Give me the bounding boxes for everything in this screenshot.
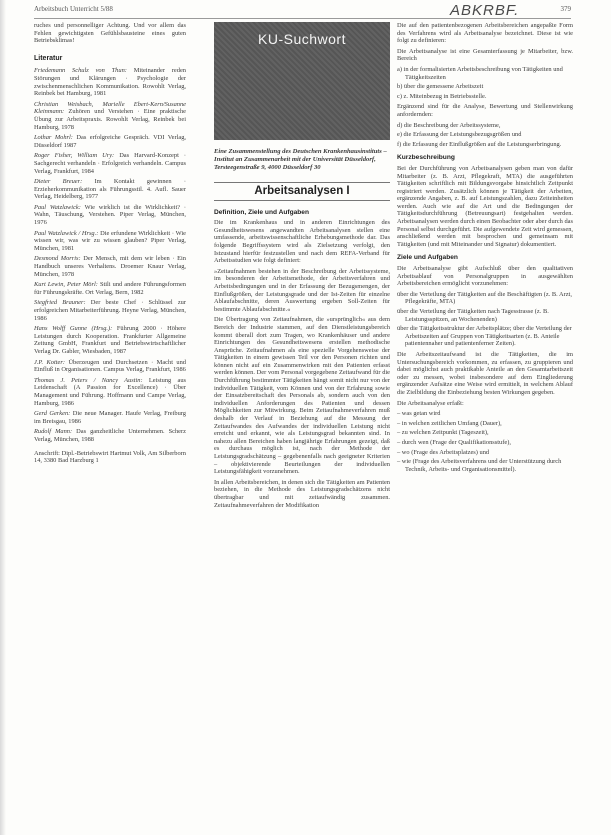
literature-text: Überzeugen und Durchsetzen · Macht und Einfluß in Organisationen. Campus Verlag, Frankfurt, 1986 [34, 358, 186, 374]
literature-entry [34, 281, 186, 296]
section-heading: Kurzbeschreibung [397, 154, 455, 162]
section-heading: Ziele und Aufgaben [397, 254, 458, 262]
definition-paragraph: Die Arbeitsanalyse ist eine Gesamterfassung je Mitarbeiter, bzw. Bereich [397, 47, 573, 63]
literature-author: Desmond Morris: [34, 255, 81, 263]
list-item: a) in der formalisierten Arbeitsbeschreibung von Tätigkeiten und Tätigkeitszeiten [397, 65, 563, 81]
literature-entry [34, 101, 186, 131]
list-item: c) z. Miteinbezug in Betriebsstelle. [397, 92, 487, 100]
literature-entry [34, 377, 186, 407]
literature-text: Führung 2000 · Höhere Leistungen durch Kooperation. Frankfurter Allgemeine Zeitung GmbH, Frankfurt und Betriebswirtschaftlicher Verlag Dr. Gabler, Wiesbaden, 1987 [34, 325, 186, 355]
body-paragraph: »Zeitaufnahmen bestehen in der Beschreibung der Arbeitssysteme, im besonderen der Arbeitsmethode, der Arbeitsverfahren und Arbeitsbedingungen und in der Erfassung der Bezugsmengen, der Einflußgrößen, der Leistungsgrade und der Ist-Zeiten für einzelne Ablaufabschnitte, deren Auswertung ergeben Soll-Zeiten für bestimmte Ablaufabschnitte.« [214, 267, 390, 313]
middle-column [214, 22, 390, 512]
literature-entry [34, 359, 186, 374]
literature-text: Das erfolgreiche Gespräch. VDI Verlag, Düsseldorf 1987 [34, 134, 187, 149]
literature-text: Der beste Chef · Schlüssel zur erfolgreichen Mitarbeiterführung. Heyne Verlag, München, 1986 [34, 299, 186, 322]
list-item: über die Verteilung der Tätigkeiten auf die Beschäftigten (z. B. Arzt, Pflegekräfte, MTA) [397, 290, 572, 306]
literature-author: Dieter Breuer: [34, 178, 83, 186]
literature-author: Paul Watzlawick / Hrsg.: [34, 229, 99, 237]
literature-text: Die neue Manager. Haufe Verlag, Freiburg im Breisgau, 1986 [34, 410, 186, 425]
literature-author: Friedemann Schulz von Thun: [34, 67, 127, 75]
literature-author: Kurt Lewin, Peter Mörl: [34, 281, 98, 289]
literature-text: Der Mensch, mit dem wir leben · Ein Handbuch unseres Verhaltens. Droemer Knaur Verlag, München, 1978 [34, 255, 186, 278]
literature-text: Die erfundene Wirklichkeit · Wie wissen wir, was wir zu wissen glauben? Piper Verlag, München, 1981 [34, 229, 186, 252]
literature-author: Siegfried Brauner: [34, 299, 86, 307]
list-item: – durch wen (Frage der Qualifikationsstufe), [397, 438, 511, 446]
list-item: b) über die gemessene Arbeitszeit [397, 83, 484, 91]
list-item: über die Verteilung der Tätigkeiten nach Tagesstrasse (z. B. Leistungsspitzen, an Wochenenden) [397, 308, 549, 323]
list-item: über die Tätigkeitsstruktur der Arbeitsplätze; über die Verteilung der Arbeitszeiten auf Gruppen von Tätigkeitsarten (z. B. Anteile patientennaher und patientenferner Zeiten). [397, 325, 572, 348]
binding-edge [0, 0, 6, 835]
body-paragraph: Die Arbeitsanalyse gibt Aufschluß über den qualitativen Arbeitsablauf von Personalgruppen in ausgewählten Arbeitsbereichen ermöglicht vorzunehmen: [397, 265, 573, 288]
literature-entry [34, 230, 186, 253]
literature-author: Hans Wolff Gunne (Hrsg.): [34, 325, 113, 333]
body-paragraph: Die im Krankenhaus und in anderen Einrichtungen des Gesundheitswesens angewandten Arbeitsanalysen stellen eine umfassende, arbeitswissenschaftliche Erhebungsmethode dar. Das folgende Begriffssystem wird als Zielsetzung verfolgt, den Istzustand hierfür festzustellen und nach dem REFA-Verband für Arbeitsstudien wie folgt definiert: [214, 219, 390, 265]
literature-entry [34, 178, 186, 201]
author-address: Anschrift: Dipl.-Betriebswirt Hartmut Volk, Am Silberborn 14, 3380 Bad Harzburg 1 [34, 449, 186, 465]
list-item: – zu welchen Zeitpunkt (Tageszeit), [397, 429, 489, 437]
literature-author: Gerd Gerken: [34, 410, 71, 418]
body-paragraph: Bei der Durchführung von Arbeitsanalysen geben man von dafür Mitarbeiter (z. B. Arzt, Pflegekraft, MTA) die ausgeführten Tätigkeiten schriftlich mit Bildungsvorgabe hinsichtlich Zeitpunkt registriert werden. Zusätzlich können je Tätigkeit der Arbeiten, ergänzende Angaben, z. B. auf Leistungszahlen, dazu Zeiteinheiten werden. Auch wie auf die Art und die Bedingungen der Tätigkeitsdurchführung (Betreuungsart) festgehalten werden. Arbeitsanalysen werden durch einen Beobachter oder aber durch das Personal selbst durchgeführt. Die aufgewendete Zeit wird gemessen, anschließend werden mit besprochen und gemeinsam mit Tätigkeiten (und mit Miteinander und Signatur) dokumentiert. [397, 164, 573, 248]
right-column [397, 22, 573, 475]
literature-text: Zuhören und Verstehen · Eine praktische Übung zur Arbeitspraxis. Rowohlt Verlag, Reinbek bei Hamburg, 1978 [34, 108, 186, 131]
literature-text: Das ganzheitliche Unternehmen. Scherz Verlag, München, 1988 [34, 428, 186, 443]
literature-text: Im Kontakt gewinnen · Erzieherkommunikation als Führungsstil. 4. Aufl. Sauer Verlag, Heidelberg, 1977 [34, 178, 186, 201]
literature-entry [34, 299, 186, 322]
body-paragraph: Die Arbeitszeitaufwand ist die Tätigkeiten, die im Untersuchungsbereich vorkommen, zu erfassen, zu gruppieren und dabei möglichst auch praktikable Anteile an den Gesamtarbeitszeit oder zu messen, wobei insbesondere auf dem Eingliederung ergänzender Aufsätze eine Weise wird ermittelt, in welchem Ablauf die Zielbildung die Einbeziehung besten Wirkungen gegeben. [397, 350, 573, 396]
literature-text: Das Harvard-Konzept · Sachgerecht verhandeln · Erfolgreich verhandeln. Campus Verlag, Frankfurt, 1984 [34, 152, 186, 175]
literature-text: Leistung aus Leidenschaft (A Passion for Excellence) · Über Management und Führung. Hoffmann und Campe Verlag, Hamburg, 1986 [34, 376, 187, 407]
body-paragraph: Ergänzend sind für die Analyse, Bewertung und Stellenwirkung anfordernden: [397, 103, 573, 118]
page-number: 379 [560, 5, 571, 13]
literature-entry [34, 134, 186, 149]
literature-author: Christian Weisbach, Marielle Ebert-Kern/Susanne Kleinmann: [34, 100, 186, 116]
running-head-left: Arbeitsbuch Unterricht 5/88 [34, 5, 113, 13]
body-paragraph: Die Übertragung von Zeitaufnahmen, die »ursprünglich« aus dem Bereich der Industrie stammen, auf den Dienstleistungsbereich kommt überall dort zum Tragen, wo Krankenhäuser und andere Einrichtungen des Gesundheitswesens erstellen methodische Ansprüche. Zeitaufnahmen als eine spezielle Vorgehensweise der Tätigkeiten in einem gewissen Teil vor den Personen richten und können nicht auf ein Zusammenwirken mit den Patienten erfasst werden können. Der vom Personal vorgegebene Zeitaufwand für die Durchführung bestimmter Tätigkeiten hängt somit nicht nur von der individuellen Tätigkeit, vom Können und von der Erfahrung sowie der Einsatzbereitschaft des Personals ab, sondern auch von den individuellen Anforderungen des Patienten und dessen Möglichkeiten zur Mitwirkung. Beim Zeitaufnahmeverfahren muß deshalb der Verlauf in Beziehung auf die Messung der Zeitaufwandes des Aufwandes der individuellen Leistung nicht erreicht und erkannt, wie als Leistungsgrad bekannten sind. In nahezu allen Bereichen haben langjährige Erfahrungen gezeigt, daß es durchaus möglich ist, nach der Methode der Leistungsgradschätzung – gegebenenfalls nach geeigneter Kriterien – objektivierende Beurteilungen der individuellen Leistungsfähigkeit vorzunehmen. [214, 316, 390, 476]
body-paragraph: In allen Arbeitsbereichen, in denen sich die Tätigkeiten am Patienten beziehen, in die Methode des Leistungsgradschätzens nicht übertragbar und mit zeitaufwändig zusammen. Zeitaufnahmeverfahren der Modifikation [214, 478, 390, 509]
ku-box-title: KU-Suchwort [258, 31, 346, 47]
list-item: – was getan wird [397, 410, 441, 418]
list-item: e) die Erfassung der Leistungsbezugsgrößen und [397, 131, 522, 139]
literature-entry [34, 67, 186, 97]
literature-text: Stili und andere Führungsformen für Führungskräfte. Ort Verlag, Bern, 1982 [34, 281, 186, 296]
literature-author: J.P. Kotter: [34, 358, 65, 366]
list-item: – wie (Frage des Arbeitsverfahrens und der Unterstützung durch Technik, Arbeits- und Organisationsmittel). [397, 458, 562, 473]
literature-list [34, 67, 186, 443]
literature-author: Rudolf Mann: [34, 428, 73, 436]
intro-paragraph: ruches und personnelliger Achtung. Und vor allem das Fehlen gewichtigsten Gefühlsbausteine eines guten Betriebsklimas! [34, 22, 186, 45]
list-item: f) die Erfassung der Einflußgrößen auf die Leistungserbringung. [397, 140, 562, 148]
header-rule [34, 18, 571, 19]
article-title: Arbeitsanalysen I [214, 182, 390, 201]
literature-author: Lothar Mohrl: [34, 134, 73, 142]
body-paragraph: Die auf den patientenbezogenen Arbeitsbereichen angepaßte Form des Verfahrens wird als Arbeitsanalyse bezeichnet. Diese ist wie folgt zu definieren: [397, 22, 573, 45]
list-item: – wo (Frage des Arbeitsplatzes) und [397, 448, 490, 456]
list-item: d) die Beschreibung der Arbeitssysteme, [397, 121, 501, 129]
literature-entry [34, 410, 186, 425]
literature-entry [34, 325, 186, 355]
literature-text: Wie wirklich ist die Wirklichkeit? · Wahn, Täuschung, Verstehen. Piper Verlag, München, 1976 [34, 203, 186, 227]
literature-author: Roger Fisher, William Ury: [34, 152, 115, 160]
left-column [34, 22, 186, 468]
body-paragraph: Die Arbeitsanalyse erfaßt: [397, 399, 464, 407]
handwritten-stamp: ABKRBF. [450, 2, 520, 19]
literature-entry [34, 152, 186, 175]
literature-text: Miteinander reden Störungen und Klärungen · Psychologie der zwischenmenschlichen Kommunikation. Rowohlt Verlag, Reinbek bei Hamburg, 1981 [34, 67, 186, 98]
literature-author: Paul Watzlawick: [34, 203, 81, 211]
literature-entry [34, 428, 186, 443]
ku-keyword-box [214, 22, 390, 140]
source-caption: Eine Zusammenstellung des Deutschen Krankenhausinstituts – Institut an Zusammenarbeit mit der Universität Düsseldorf, Tersteegenstraße 9, 4000 Düsseldorf 30 [214, 148, 387, 171]
literature-heading: Literatur [34, 54, 63, 62]
literature-author: Thomas J. Peters / Nancy Austin: [34, 376, 143, 384]
literature-entry [34, 204, 186, 227]
literature-entry [34, 255, 186, 278]
list-item: – in welchen zeitlichen Umfang (Dauer), [397, 419, 502, 427]
section-heading: Definition, Ziele und Aufgaben [214, 208, 309, 216]
